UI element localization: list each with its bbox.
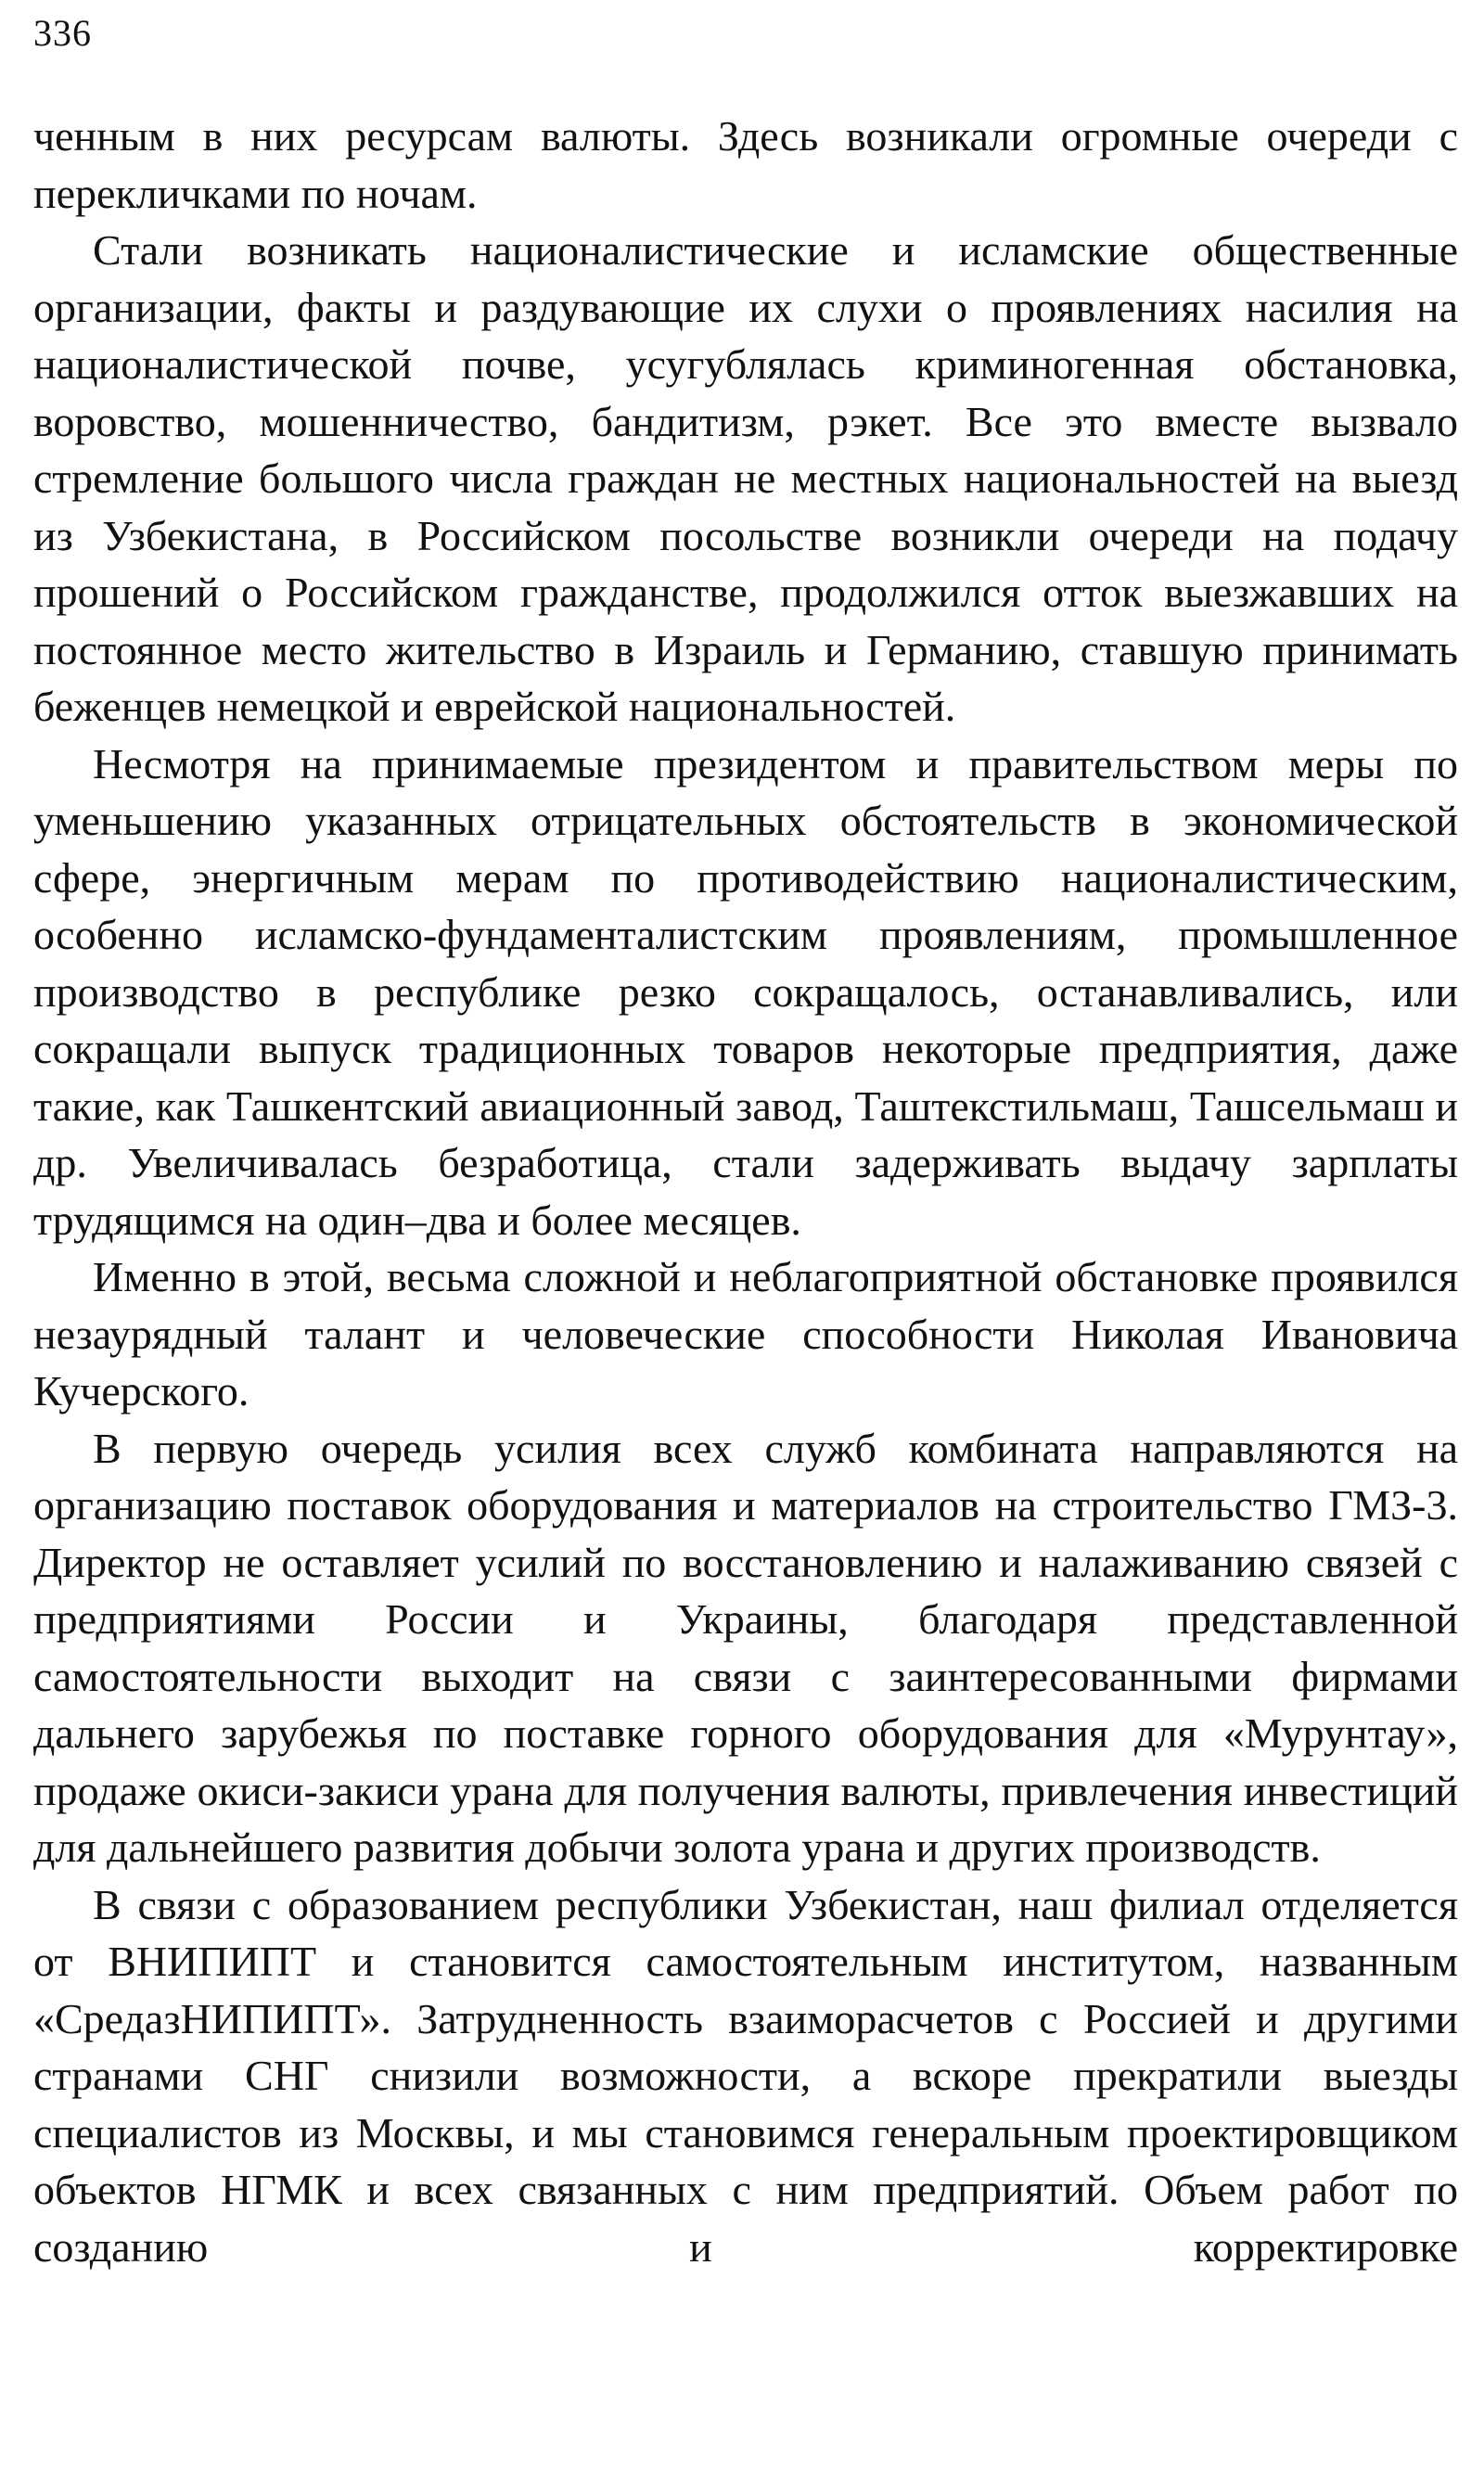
paragraph-1: ченным в них ресурсам валюты. Здесь возникали огромные очереди с перекличками по ночам. — [33, 112, 1458, 217]
paragraph-5: В первую очередь усилия всех служб комбината направляются на организацию поставок оборудования и материалов на строительство ГМЗ-3. Директор не оставляет усилий по восстановлению и налаживанию связей с предприятиями России и Украины, благодаря представленной самостоятельности выходит на связи с заинтересованными фирмами дальнего зарубежья по поставке горного оборудования для «Мурунтау», продаже окиси-закиси урана для получения валюты, привлечения инвестиций для дальнейшего развития добычи золота урана и других производств. — [33, 1424, 1458, 1871]
paragraph-6: В связи с образованием республики Узбекистан, наш филиал отделяется от ВНИПИПТ и становится самостоятельным институтом, названным «СредазНИПИПТ». Затрудненность взаиморасчетов с Россией и другими странами СНГ снизили возможности, а вскоре прекратили выезды специалистов из Москвы, и мы становимся генеральным проектировщиком объектов НГМК и всех связанных с ним предприятий. Объем работ по созданию и корректировке — [33, 1880, 1458, 2271]
paragraph-2: Стали возникать националистические и исламские общественные организации, факты и раздувающие их слухи о проявлениях насилия на националистической почве, усугублялась криминогенная обстановка, воровство, мошенничество, бандитизм, рэкет. Все это вместе вызвало стремление большого числа граждан не местных национальностей на выезд из Узбекистана, в Российском посольстве возникли очереди на подачу прошений о Российском гражданстве, продолжился отток выезжавших на постоянное место жительство в Израиль и Германию, ставшую принимать беженцев немецкой и еврейской национальностей. — [33, 226, 1458, 730]
body-text — [33, 108, 1458, 2275]
paragraph-3: Несмотря на принимаемые президентом и правительством меры по уменьшению указанных отрицательных обстоятельств в экономической сфере, энергичным мерам по противодействию националистическим, особенно исламско-фундаменталистским проявлениям, промышленное производство в республике резко сокращалось, останавливались, или сокращали выпуск традиционных товаров некоторые предприятия, даже такие, как Ташкентский авиационный завод, Таштекстильмаш, Ташсельмаш и др. Увеличивалась безработица, стали задерживать выдачу зарплаты трудящимся на один–два и более месяцев. — [33, 739, 1458, 1244]
paragraph-4: Именно в этой, весьма сложной и неблагоприятной обстановке проявился незаурядный талант и человеческие способности Николая Ивановича Кучерского. — [33, 1253, 1458, 1414]
page-number: 336 — [33, 12, 92, 54]
